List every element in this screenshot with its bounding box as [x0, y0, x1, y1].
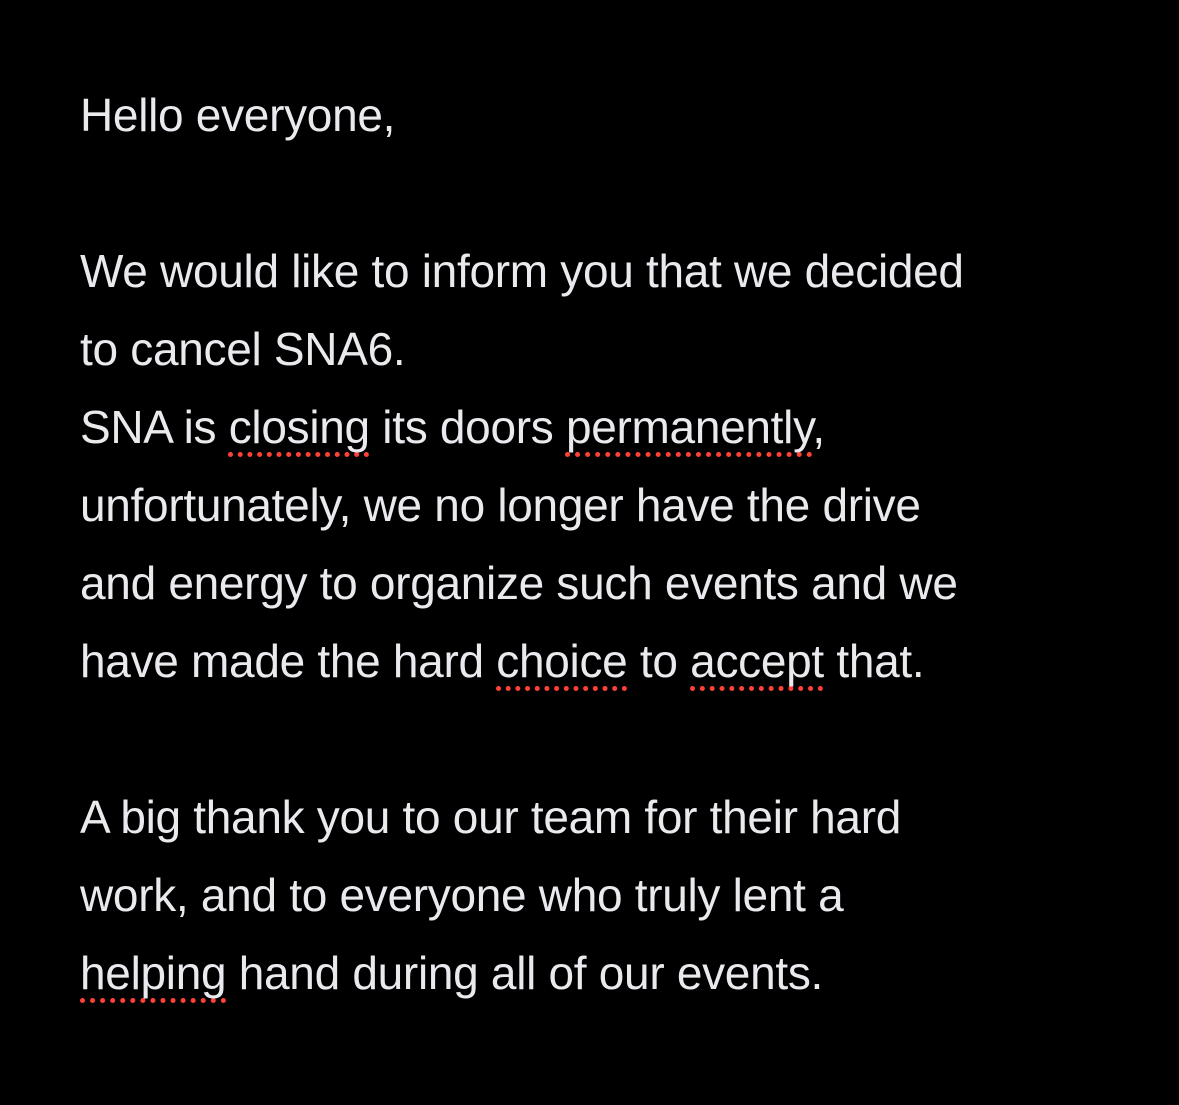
text-line	[80, 934, 1140, 1012]
greeting-line: Hello everyone,	[80, 89, 396, 141]
text-line	[80, 388, 1140, 466]
spellcheck-flagged-word[interactable]: helping	[80, 947, 227, 999]
text-line: We would like to inform you that we decided	[80, 245, 964, 297]
spellcheck-flagged-word[interactable]: choice	[496, 635, 628, 687]
spellcheck-flagged-word[interactable]: permanently	[565, 401, 813, 453]
text-segment: ,	[812, 401, 825, 453]
text-segment: have made the hard	[80, 635, 497, 687]
text-segment: its doors	[369, 401, 566, 453]
text-segment: that.	[823, 635, 925, 687]
text-segment: SNA is	[80, 401, 229, 453]
spellcheck-flagged-word[interactable]: closing	[228, 401, 370, 453]
text-line	[80, 622, 1140, 700]
blank-line	[80, 154, 1140, 232]
text-line: work, and to everyone who truly lent a	[80, 869, 844, 921]
note-body[interactable]	[80, 0, 1140, 1012]
text-line: and energy to organize such events and we	[80, 557, 958, 609]
text-line: to cancel SNA6.	[80, 323, 406, 375]
text-line: unfortunately, we no longer have the drive	[80, 479, 921, 531]
spellcheck-flagged-word[interactable]: accept	[690, 635, 824, 687]
text-line: A big thank you to our team for their hard	[80, 791, 901, 843]
text-segment: to	[627, 635, 691, 687]
blank-line	[80, 700, 1140, 778]
text-segment: hand during all of our events.	[226, 947, 824, 999]
